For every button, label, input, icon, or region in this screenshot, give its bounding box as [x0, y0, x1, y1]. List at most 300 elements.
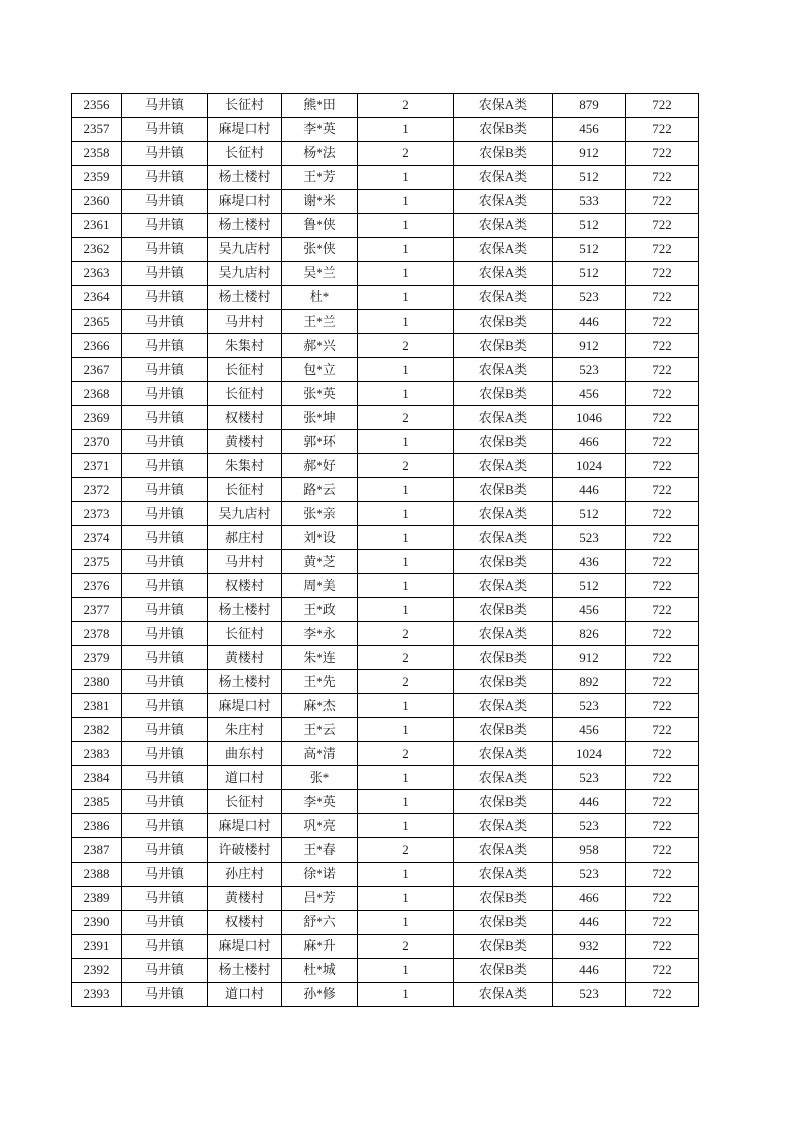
person-count-cell: 2	[358, 94, 454, 118]
amount-cell: 523	[553, 766, 626, 790]
person-count-cell: 1	[358, 694, 454, 718]
town-cell: 马井镇	[122, 718, 208, 742]
person-count-cell: 1	[358, 910, 454, 934]
amount-cell: 446	[553, 310, 626, 334]
village-cell: 道口村	[208, 766, 282, 790]
masked-name-cell: 王*先	[282, 670, 358, 694]
document-page	[71, 93, 699, 1007]
amount-cell: 523	[553, 862, 626, 886]
table-row	[72, 358, 699, 382]
serial-number-cell: 2366	[72, 334, 122, 358]
table-row	[72, 670, 699, 694]
standard-amount-cell: 722	[626, 382, 699, 406]
village-cell: 吴九店村	[208, 238, 282, 262]
benefit-table	[71, 93, 699, 1007]
village-cell: 长征村	[208, 790, 282, 814]
masked-name-cell: 巩*亮	[282, 814, 358, 838]
amount-cell: 912	[553, 646, 626, 670]
amount-cell: 446	[553, 790, 626, 814]
town-cell: 马井镇	[122, 790, 208, 814]
village-cell: 权楼村	[208, 910, 282, 934]
town-cell: 马井镇	[122, 430, 208, 454]
insurance-category-cell: 农保B类	[454, 910, 553, 934]
table-row	[72, 574, 699, 598]
standard-amount-cell: 722	[626, 94, 699, 118]
person-count-cell: 1	[358, 478, 454, 502]
table-row	[72, 526, 699, 550]
town-cell: 马井镇	[122, 238, 208, 262]
table-row	[72, 166, 699, 190]
table-row	[72, 742, 699, 766]
table-row	[72, 454, 699, 478]
masked-name-cell: 高*清	[282, 742, 358, 766]
village-cell: 长征村	[208, 142, 282, 166]
person-count-cell: 2	[358, 454, 454, 478]
standard-amount-cell: 722	[626, 214, 699, 238]
village-cell: 长征村	[208, 622, 282, 646]
standard-amount-cell: 722	[626, 118, 699, 142]
standard-amount-cell: 722	[626, 814, 699, 838]
insurance-category-cell: 农保A类	[454, 358, 553, 382]
standard-amount-cell: 722	[626, 934, 699, 958]
table-row	[72, 862, 699, 886]
amount-cell: 879	[553, 94, 626, 118]
amount-cell: 512	[553, 574, 626, 598]
amount-cell: 932	[553, 934, 626, 958]
masked-name-cell: 朱*连	[282, 646, 358, 670]
serial-number-cell: 2368	[72, 382, 122, 406]
standard-amount-cell: 722	[626, 334, 699, 358]
town-cell: 马井镇	[122, 646, 208, 670]
village-cell: 杨土楼村	[208, 958, 282, 982]
person-count-cell: 1	[358, 790, 454, 814]
masked-name-cell: 包*立	[282, 358, 358, 382]
amount-cell: 533	[553, 190, 626, 214]
table-row	[72, 262, 699, 286]
masked-name-cell: 郝*好	[282, 454, 358, 478]
amount-cell: 512	[553, 238, 626, 262]
person-count-cell: 1	[358, 550, 454, 574]
amount-cell: 512	[553, 262, 626, 286]
town-cell: 马井镇	[122, 454, 208, 478]
masked-name-cell: 孙*修	[282, 982, 358, 1006]
table-row	[72, 310, 699, 334]
standard-amount-cell: 722	[626, 166, 699, 190]
serial-number-cell: 2391	[72, 934, 122, 958]
insurance-category-cell: 农保A类	[454, 814, 553, 838]
person-count-cell: 1	[358, 886, 454, 910]
masked-name-cell: 谢*米	[282, 190, 358, 214]
masked-name-cell: 麻*杰	[282, 694, 358, 718]
town-cell: 马井镇	[122, 334, 208, 358]
standard-amount-cell: 722	[626, 262, 699, 286]
amount-cell: 456	[553, 118, 626, 142]
serial-number-cell: 2370	[72, 430, 122, 454]
serial-number-cell: 2361	[72, 214, 122, 238]
person-count-cell: 1	[358, 214, 454, 238]
table-row	[72, 934, 699, 958]
insurance-category-cell: 农保A类	[454, 574, 553, 598]
table-row	[72, 646, 699, 670]
village-cell: 权楼村	[208, 574, 282, 598]
insurance-category-cell: 农保A类	[454, 694, 553, 718]
standard-amount-cell: 722	[626, 862, 699, 886]
village-cell: 杨土楼村	[208, 598, 282, 622]
table-row	[72, 790, 699, 814]
amount-cell: 892	[553, 670, 626, 694]
serial-number-cell: 2386	[72, 814, 122, 838]
village-cell: 马井村	[208, 550, 282, 574]
town-cell: 马井镇	[122, 526, 208, 550]
table-row	[72, 478, 699, 502]
standard-amount-cell: 722	[626, 454, 699, 478]
person-count-cell: 1	[358, 118, 454, 142]
insurance-category-cell: 农保B类	[454, 478, 553, 502]
standard-amount-cell: 722	[626, 718, 699, 742]
table-row	[72, 502, 699, 526]
masked-name-cell: 黄*芝	[282, 550, 358, 574]
village-cell: 道口村	[208, 982, 282, 1006]
standard-amount-cell: 722	[626, 526, 699, 550]
person-count-cell: 1	[358, 502, 454, 526]
amount-cell: 512	[553, 166, 626, 190]
standard-amount-cell: 722	[626, 742, 699, 766]
serial-number-cell: 2383	[72, 742, 122, 766]
village-cell: 麻堤口村	[208, 694, 282, 718]
standard-amount-cell: 722	[626, 142, 699, 166]
insurance-category-cell: 农保A类	[454, 838, 553, 862]
town-cell: 马井镇	[122, 262, 208, 286]
town-cell: 马井镇	[122, 742, 208, 766]
amount-cell: 436	[553, 550, 626, 574]
serial-number-cell: 2380	[72, 670, 122, 694]
insurance-category-cell: 农保B类	[454, 886, 553, 910]
village-cell: 黄楼村	[208, 430, 282, 454]
town-cell: 马井镇	[122, 406, 208, 430]
serial-number-cell: 2384	[72, 766, 122, 790]
person-count-cell: 1	[358, 982, 454, 1006]
person-count-cell: 1	[358, 766, 454, 790]
table-row	[72, 94, 699, 118]
table-row	[72, 958, 699, 982]
village-cell: 朱集村	[208, 334, 282, 358]
masked-name-cell: 王*云	[282, 718, 358, 742]
insurance-category-cell: 农保A类	[454, 526, 553, 550]
serial-number-cell: 2378	[72, 622, 122, 646]
serial-number-cell: 2390	[72, 910, 122, 934]
table-row	[72, 814, 699, 838]
amount-cell: 523	[553, 358, 626, 382]
town-cell: 马井镇	[122, 910, 208, 934]
amount-cell: 1046	[553, 406, 626, 430]
masked-name-cell: 张*坤	[282, 406, 358, 430]
insurance-category-cell: 农保B类	[454, 430, 553, 454]
village-cell: 黄楼村	[208, 646, 282, 670]
town-cell: 马井镇	[122, 694, 208, 718]
amount-cell: 446	[553, 958, 626, 982]
table-row	[72, 718, 699, 742]
insurance-category-cell: 农保A类	[454, 166, 553, 190]
town-cell: 马井镇	[122, 166, 208, 190]
table-row	[72, 430, 699, 454]
amount-cell: 456	[553, 598, 626, 622]
masked-name-cell: 吕*芳	[282, 886, 358, 910]
table-row	[72, 334, 699, 358]
town-cell: 马井镇	[122, 670, 208, 694]
standard-amount-cell: 722	[626, 766, 699, 790]
village-cell: 长征村	[208, 382, 282, 406]
standard-amount-cell: 722	[626, 790, 699, 814]
insurance-category-cell: 农保A类	[454, 454, 553, 478]
masked-name-cell: 路*云	[282, 478, 358, 502]
masked-name-cell: 熊*田	[282, 94, 358, 118]
serial-number-cell: 2358	[72, 142, 122, 166]
serial-number-cell: 2379	[72, 646, 122, 670]
masked-name-cell: 张*侠	[282, 238, 358, 262]
amount-cell: 1024	[553, 742, 626, 766]
table-row	[72, 550, 699, 574]
table-row	[72, 406, 699, 430]
table-row	[72, 910, 699, 934]
standard-amount-cell: 722	[626, 598, 699, 622]
person-count-cell: 1	[358, 958, 454, 982]
serial-number-cell: 2392	[72, 958, 122, 982]
serial-number-cell: 2371	[72, 454, 122, 478]
town-cell: 马井镇	[122, 766, 208, 790]
insurance-category-cell: 农保B类	[454, 598, 553, 622]
person-count-cell: 1	[358, 238, 454, 262]
masked-name-cell: 李*英	[282, 118, 358, 142]
person-count-cell: 2	[358, 742, 454, 766]
serial-number-cell: 2389	[72, 886, 122, 910]
insurance-category-cell: 农保B类	[454, 934, 553, 958]
town-cell: 马井镇	[122, 958, 208, 982]
insurance-category-cell: 农保A类	[454, 982, 553, 1006]
serial-number-cell: 2377	[72, 598, 122, 622]
table-row	[72, 622, 699, 646]
masked-name-cell: 舒*六	[282, 910, 358, 934]
standard-amount-cell: 722	[626, 310, 699, 334]
village-cell: 长征村	[208, 478, 282, 502]
standard-amount-cell: 722	[626, 502, 699, 526]
serial-number-cell: 2387	[72, 838, 122, 862]
person-count-cell: 2	[358, 934, 454, 958]
insurance-category-cell: 农保A类	[454, 766, 553, 790]
masked-name-cell: 王*芳	[282, 166, 358, 190]
table-row	[72, 190, 699, 214]
person-count-cell: 2	[358, 622, 454, 646]
village-cell: 吴九店村	[208, 502, 282, 526]
person-count-cell: 1	[358, 310, 454, 334]
town-cell: 马井镇	[122, 838, 208, 862]
town-cell: 马井镇	[122, 214, 208, 238]
person-count-cell: 1	[358, 358, 454, 382]
amount-cell: 523	[553, 286, 626, 310]
village-cell: 麻堤口村	[208, 934, 282, 958]
insurance-category-cell: 农保A类	[454, 262, 553, 286]
town-cell: 马井镇	[122, 310, 208, 334]
town-cell: 马井镇	[122, 502, 208, 526]
town-cell: 马井镇	[122, 118, 208, 142]
serial-number-cell: 2363	[72, 262, 122, 286]
serial-number-cell: 2388	[72, 862, 122, 886]
person-count-cell: 1	[358, 526, 454, 550]
person-count-cell: 1	[358, 166, 454, 190]
standard-amount-cell: 722	[626, 958, 699, 982]
village-cell: 孙庄村	[208, 862, 282, 886]
amount-cell: 912	[553, 142, 626, 166]
insurance-category-cell: 农保B类	[454, 550, 553, 574]
table-row	[72, 118, 699, 142]
standard-amount-cell: 722	[626, 550, 699, 574]
person-count-cell: 1	[358, 286, 454, 310]
standard-amount-cell: 722	[626, 694, 699, 718]
person-count-cell: 2	[358, 670, 454, 694]
insurance-category-cell: 农保A类	[454, 190, 553, 214]
standard-amount-cell: 722	[626, 838, 699, 862]
masked-name-cell: 杜*城	[282, 958, 358, 982]
masked-name-cell: 郝*兴	[282, 334, 358, 358]
amount-cell: 523	[553, 526, 626, 550]
amount-cell: 512	[553, 214, 626, 238]
table-row	[72, 286, 699, 310]
town-cell: 马井镇	[122, 142, 208, 166]
standard-amount-cell: 722	[626, 238, 699, 262]
masked-name-cell: 王*兰	[282, 310, 358, 334]
village-cell: 杨土楼村	[208, 670, 282, 694]
serial-number-cell: 2385	[72, 790, 122, 814]
person-count-cell: 1	[358, 574, 454, 598]
amount-cell: 523	[553, 694, 626, 718]
amount-cell: 446	[553, 910, 626, 934]
village-cell: 麻堤口村	[208, 190, 282, 214]
serial-number-cell: 2376	[72, 574, 122, 598]
person-count-cell: 1	[358, 862, 454, 886]
insurance-category-cell: 农保B类	[454, 670, 553, 694]
town-cell: 马井镇	[122, 622, 208, 646]
table-row	[72, 766, 699, 790]
town-cell: 马井镇	[122, 814, 208, 838]
serial-number-cell: 2360	[72, 190, 122, 214]
masked-name-cell: 张*	[282, 766, 358, 790]
amount-cell: 523	[553, 814, 626, 838]
town-cell: 马井镇	[122, 886, 208, 910]
table-row	[72, 214, 699, 238]
person-count-cell: 1	[358, 814, 454, 838]
amount-cell: 456	[553, 382, 626, 406]
village-cell: 长征村	[208, 358, 282, 382]
village-cell: 权楼村	[208, 406, 282, 430]
insurance-category-cell: 农保A类	[454, 502, 553, 526]
town-cell: 马井镇	[122, 358, 208, 382]
town-cell: 马井镇	[122, 982, 208, 1006]
serial-number-cell: 2367	[72, 358, 122, 382]
village-cell: 黄楼村	[208, 886, 282, 910]
town-cell: 马井镇	[122, 574, 208, 598]
person-count-cell: 2	[358, 838, 454, 862]
amount-cell: 912	[553, 334, 626, 358]
table-row	[72, 886, 699, 910]
insurance-category-cell: 农保A类	[454, 214, 553, 238]
amount-cell: 456	[553, 718, 626, 742]
serial-number-cell: 2372	[72, 478, 122, 502]
masked-name-cell: 吴*兰	[282, 262, 358, 286]
table-row	[72, 838, 699, 862]
standard-amount-cell: 722	[626, 190, 699, 214]
town-cell: 马井镇	[122, 934, 208, 958]
person-count-cell: 1	[358, 598, 454, 622]
table-row	[72, 238, 699, 262]
insurance-category-cell: 农保A类	[454, 622, 553, 646]
village-cell: 朱庄村	[208, 718, 282, 742]
masked-name-cell: 杨*法	[282, 142, 358, 166]
village-cell: 长征村	[208, 94, 282, 118]
masked-name-cell: 麻*升	[282, 934, 358, 958]
serial-number-cell: 2374	[72, 526, 122, 550]
standard-amount-cell: 722	[626, 910, 699, 934]
village-cell: 杨土楼村	[208, 166, 282, 190]
insurance-category-cell: 农保A类	[454, 286, 553, 310]
insurance-category-cell: 农保B类	[454, 142, 553, 166]
insurance-category-cell: 农保A类	[454, 862, 553, 886]
masked-name-cell: 徐*诺	[282, 862, 358, 886]
town-cell: 马井镇	[122, 94, 208, 118]
amount-cell: 466	[553, 886, 626, 910]
table-row	[72, 142, 699, 166]
town-cell: 马井镇	[122, 478, 208, 502]
standard-amount-cell: 722	[626, 574, 699, 598]
masked-name-cell: 李*英	[282, 790, 358, 814]
village-cell: 许破楼村	[208, 838, 282, 862]
standard-amount-cell: 722	[626, 670, 699, 694]
village-cell: 朱集村	[208, 454, 282, 478]
person-count-cell: 1	[358, 430, 454, 454]
village-cell: 曲东村	[208, 742, 282, 766]
serial-number-cell: 2365	[72, 310, 122, 334]
amount-cell: 466	[553, 430, 626, 454]
serial-number-cell: 2359	[72, 166, 122, 190]
village-cell: 马井村	[208, 310, 282, 334]
amount-cell: 512	[553, 502, 626, 526]
town-cell: 马井镇	[122, 190, 208, 214]
masked-name-cell: 李*永	[282, 622, 358, 646]
masked-name-cell: 鲁*侠	[282, 214, 358, 238]
serial-number-cell: 2393	[72, 982, 122, 1006]
table-row	[72, 982, 699, 1006]
person-count-cell: 2	[358, 406, 454, 430]
table-row	[72, 598, 699, 622]
standard-amount-cell: 722	[626, 406, 699, 430]
insurance-category-cell: 农保B类	[454, 718, 553, 742]
insurance-category-cell: 农保A类	[454, 94, 553, 118]
standard-amount-cell: 722	[626, 982, 699, 1006]
insurance-category-cell: 农保B类	[454, 334, 553, 358]
person-count-cell: 2	[358, 646, 454, 670]
serial-number-cell: 2373	[72, 502, 122, 526]
town-cell: 马井镇	[122, 550, 208, 574]
town-cell: 马井镇	[122, 382, 208, 406]
standard-amount-cell: 722	[626, 646, 699, 670]
village-cell: 杨土楼村	[208, 286, 282, 310]
insurance-category-cell: 农保B类	[454, 790, 553, 814]
masked-name-cell: 王*春	[282, 838, 358, 862]
masked-name-cell: 王*政	[282, 598, 358, 622]
standard-amount-cell: 722	[626, 478, 699, 502]
serial-number-cell: 2356	[72, 94, 122, 118]
serial-number-cell: 2381	[72, 694, 122, 718]
serial-number-cell: 2362	[72, 238, 122, 262]
insurance-category-cell: 农保A类	[454, 406, 553, 430]
